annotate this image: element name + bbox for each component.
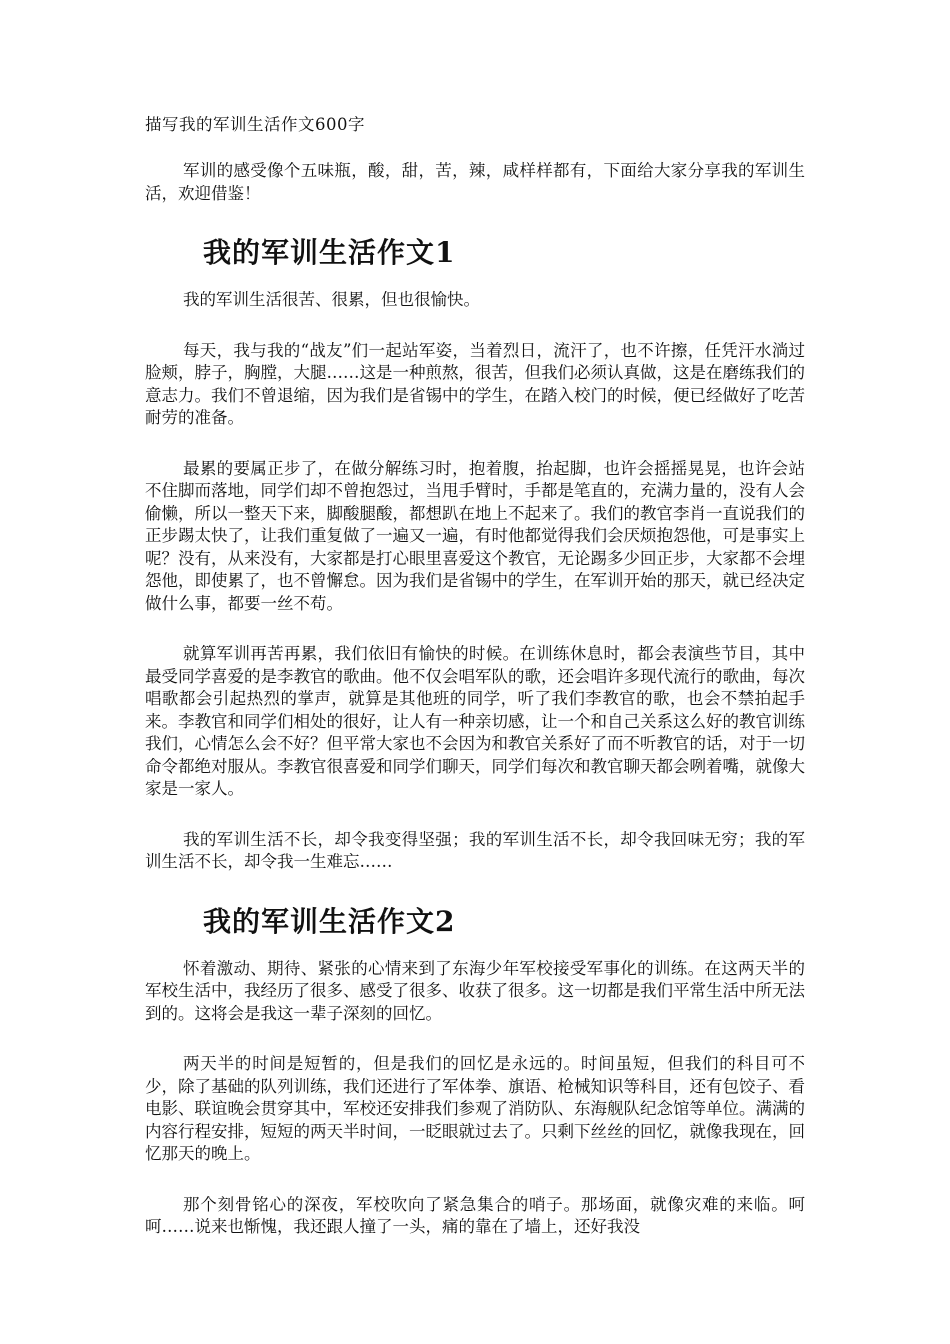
- essay1-paragraph: 我的军训生活不长，却令我变得坚强；我的军训生活不长，却令我回味无穷；我的军训生活不长，却令我一生难忘……: [145, 829, 805, 871]
- essay1-paragraph: 就算军训再苦再累，我们依旧有愉快的时候。在训练休息时，都会表演些节目，其中最受同学喜爱的是李教官的歌曲。他不仅会唱军队的歌，还会唱许多现代流行的歌曲，每次唱歌都会引起热烈的掌声，就算是其他班的同学，听了我们李教官的歌，也会不禁拍起手来。李教官和同学们相处的很好，让人有一种亲切感，让一个和自己关系这么好的教官训练我们，心情怎么会不好？但平常大家也不会因为和教官关系好了而不听教官的话，对于一切命令都绝对服从。李教官很喜爱和同学们聊天，同学们每次和教官聊天都会咧着嘴，就像大家是一家人。: [145, 644, 805, 798]
- document-page: [145, 112, 805, 1267]
- intro-paragraph: 军训的感受像个五味瓶，酸，甜，苦，辣，咸样样都有，下面给大家分享我的军训生活，欢迎借鉴！: [145, 161, 805, 203]
- document-title: 描写我的军训生活作文600字: [145, 115, 365, 134]
- essay2-heading: 我的军训生活作文2: [203, 904, 456, 938]
- essay2-paragraph: 那个刻骨铭心的深夜，军校吹向了紧急集合的哨子。那场面，就像灾难的来临。呵呵……说来也惭愧，我还跟人撞了一头，痛的靠在了墙上，还好我没: [145, 1194, 805, 1236]
- essay2-paragraph: 怀着激动、期待、紧张的心情来到了东海少年军校接受军事化的训练。在这两天半的军校生活中，我经历了很多、感受了很多、收获了很多。这一切都是我们平常生活中所无法到的。这将会是我这一辈子深刻的回忆。: [145, 958, 805, 1023]
- essay1-paragraph: 最累的要属正步了，在做分解练习时，抱着腹，抬起脚，也许会摇摇晃晃，也许会站不住脚而落地，同学们却不曾抱怨过，当甩手臂时，手都是笔直的，充满力量的，没有人会偷懒，所以一整天下来，脚酸腿酸，都想趴在地上不起来了。我们的教官李肖一直说我们的正步踢太快了，让我们重复做了一遍又一遍，有时他都觉得我们会厌烦抱怨他，可是事实上呢？没有，从来没有，大家都是打心眼里喜爱这个教官，无论踢多少回正步，大家都不会埋怨他，即使累了，也不曾懈怠。因为我们是省锡中的学生，在军训开始的那天，就已经决定做什么事，都要一丝不苟。: [145, 458, 805, 613]
- essay1-paragraph: 我的军训生活很苦、很累，但也很愉快。: [183, 290, 480, 309]
- essay1-paragraph: 每天，我与我的“战友”们一起站军姿，当着烈日，流汗了，也不许擦，任凭汗水淌过脸颊，脖子，胸膛，大腿……这是一种煎熬，很苦，但我们必须认真做，这是在磨练我们的意志力。我们不曾退缩，因为我们是省锡中的学生，在踏入校门的时候，便已经做好了吃苦耐劳的准备。: [145, 340, 805, 427]
- essay1-heading: 我的军训生活作文1: [203, 236, 456, 269]
- essay2-paragraph: 两天半的时间是短暂的，但是我们的回忆是永远的。时间虽短，但我们的科目可不少，除了基础的队列训练，我们还进行了军体拳、旗语、枪械知识等科目，还有包饺子、看电影、联谊晚会贯穿其中，军校还安排我们参观了消防队、东海舰队纪念馆等单位。满满的内容行程安排，短短的两天半时间，一眨眼就过去了。只剩下丝丝的回忆，就像我现在，回忆那天的晚上。: [145, 1054, 805, 1163]
